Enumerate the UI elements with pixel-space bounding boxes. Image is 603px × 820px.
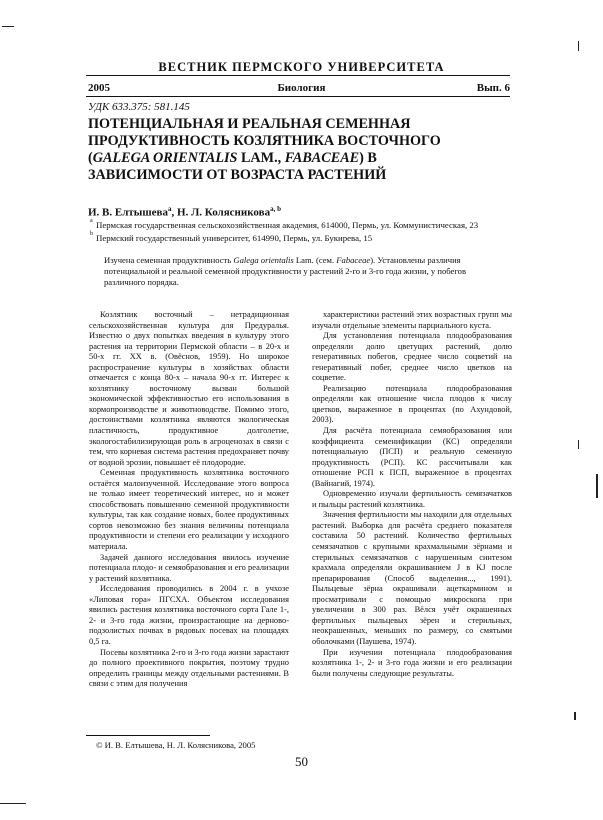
title-family: FABACEAE: [284, 150, 360, 166]
scan-mark: [578, 41, 579, 51]
affiliation: [90, 231, 373, 243]
body-paragraph: Козлятник восточный – нетрадиционная сельскохозяйственная культура для Предуралья. Известно о двух попытках введения в культуру этого растения на территории Пермской области – в 20-х и 50-х гг. XX в. (Овёснов, 1959). Но широкое распространение культуры в хозяйствах области отмечается с конца 80-х – начала 90-х гг. Интерес к козлятнику восточному вызван большой экономической эффективностью его использования в кормопроизводстве и животноводстве. Помимо этого, достоинствами козлятника являются экологическая пластичность, продуктивное долголетие, экологостабилизирующая роль в агроценозах в связи с тем, что корневая система растения предохраняет почву от водной эрозии, повышает её плодородие.: [89, 310, 289, 467]
affiliation: [90, 218, 479, 230]
affiliation-text: Пермский государственный университет, 614990, Пермь, ул. Букирева, 15: [96, 233, 373, 243]
abstract-species: Galega orientalis: [233, 255, 294, 265]
scan-mark: [596, 474, 598, 498]
abstract: [104, 255, 506, 288]
title-line: ПОТЕНЦИАЛЬНАЯ И РЕАЛЬНАЯ СЕМЕННАЯ: [88, 116, 411, 132]
scan-mark: [574, 712, 576, 720]
body-paragraph: Для расчёта потенциала семяобразования или коэффициента семенификации (КС) определяли потенциальную (ПСП) и реальную семенную продуктивность (РСП). КС рассчитывали как отношение РСП к ПСП, выраженное в процентах (Вайнагий, 1974).: [312, 426, 512, 488]
copyright-note: © И. В. Елтышева, Н. Л. Колясникова, 2005: [96, 740, 256, 750]
body-paragraph: Задачей данного исследования явилось изучение потенциала плодо- и семяобразования и его реализации у растений козлятника.: [89, 552, 289, 583]
abstract-text: ). Установлены различия потенциальной и реальной семенной продуктивности у растений 2-го и 3-го года жизни, у побегов различного порядка.: [104, 255, 467, 287]
page-number: 50: [295, 754, 308, 769]
scan-mark: [0, 803, 26, 804]
title-line: [88, 150, 518, 167]
body-paragraph: Исследования проводились в 2004 г. в учхозе «Липовая гора» ПГСХА. Объектом исследования явились растения козлятника восточного сорта Гале 1-, 2- и 3-го года жизни, произрастающие на дерново-подзолистых почвах в рядовых посевах на площадях 0,5 га.: [89, 584, 289, 646]
abstract-text: Изучена семенная продуктивность: [104, 255, 234, 265]
issue-year: 2005: [88, 82, 110, 94]
affiliation-text: Пермская государственная сельскохозяйственная академия, 614000, Пермь, ул. Коммунистическая, 23: [96, 220, 479, 230]
body-paragraph: характеристики растений этих возрастных групп мы изучали отдельные элементы парциального куста.: [312, 310, 512, 330]
body-column-right: [312, 310, 512, 679]
authors: [88, 205, 281, 219]
body-paragraph: Реализацию потенциала плодообразования определяли как отношение числа плодов к числу цветков, выраженное в процентах (по Ахундовой, 2003).: [312, 383, 512, 425]
title-paren-open: (: [88, 150, 93, 166]
journal-title: ВЕСТНИК ПЕРМСКОГО УНИВЕРСИТЕТА: [158, 60, 445, 74]
author-name: Н. Л. Колясникова: [177, 206, 271, 219]
affiliation-mark: a: [90, 218, 93, 224]
scan-mark: [578, 440, 579, 449]
header-rule: [86, 75, 510, 76]
body-paragraph: Для установления потенциала плодообразования определяли долю цветущих растений, долю генеративных побегов, среднее число соцветий на генеративный побег, среднее число цветков на соцветие.: [312, 331, 512, 383]
udc-code: УДК 633.375: 581.145: [88, 101, 190, 113]
body-column-left: [89, 310, 289, 690]
body-paragraph: Посевы козлятника 2-го и 3-го года жизни зарастают до полного проективного покрытия, поэтому трудно определить границы между отдельными растениями. В связи с этим для получения: [89, 647, 289, 689]
title-paren-close: ) В: [359, 150, 377, 166]
author-affiliation-mark: a, b: [270, 205, 281, 213]
section-name: Биология: [277, 82, 326, 94]
body-paragraph: Одновременно изучали фертильность семязачатков и пыльцы растений козлятника.: [312, 489, 512, 509]
title-line: ЗАВИСИМОСТИ ОТ ВОЗРАСТА РАСТЕНИЙ: [88, 167, 387, 183]
footnote-rule: [86, 735, 210, 736]
abstract-text: Lam. (сем.: [293, 255, 337, 265]
issue-number: Вып. 6: [476, 82, 510, 94]
abstract-family: Fabaceae: [336, 255, 371, 265]
header-rule-thin: [86, 96, 510, 97]
affiliation-mark: b: [90, 231, 93, 237]
body-paragraph: Семенная продуктивность козлятника восточного остаётся малоизученной. Исследование этого вопроса не только имеет теоретический интерес, но и может способствовать повышению семенной продуктивности культуры, так как создание новых, более продуктивных сортов невозможно без знания величины потенциала продуктивности и степени его реализации у исходного материала.: [89, 468, 289, 552]
body-paragraph: Значения фертильности мы находили для отдельных растений. Выборка для расчёта среднего показателя составила 50 растений. Количество фертильных семязачатков с крупными крахмальными зёрнами и стерильных семязачатков с нарушенным синтезом крахмала определяли окрашиванием J в KJ после препарирования (Способ выделения..., 1991). Пыльцевые зёрна окрашивали ацеткармином и просматривали с помощью микроскопа при увеличении в 300 раз. Вёлся учёт окрашенных фертильных пыльцевых зёрен и стерильных, неокрашенных, меньших по размеру, со смятыми оболочками (Паушева, 1974).: [312, 510, 512, 646]
title-line: ПРОДУКТИВНОСТЬ КОЗЛЯТНИКА ВОСТОЧНОГО: [88, 133, 441, 149]
body-paragraph: При изучении потенциала плодообразования козлятника 1-, 2- и 3-го года жизни и его реализации были получены следующие результаты.: [312, 647, 512, 678]
article-title: [88, 116, 518, 184]
scan-mark: [2, 26, 14, 27]
author-name: И. В. Елтышева: [88, 206, 169, 219]
author-separator: ,: [171, 206, 178, 219]
title-species: GALEGA ORIENTALIS: [92, 150, 238, 166]
author-affiliation-mark: a: [168, 205, 172, 213]
title-author-abbr: LAM.,: [237, 150, 285, 166]
